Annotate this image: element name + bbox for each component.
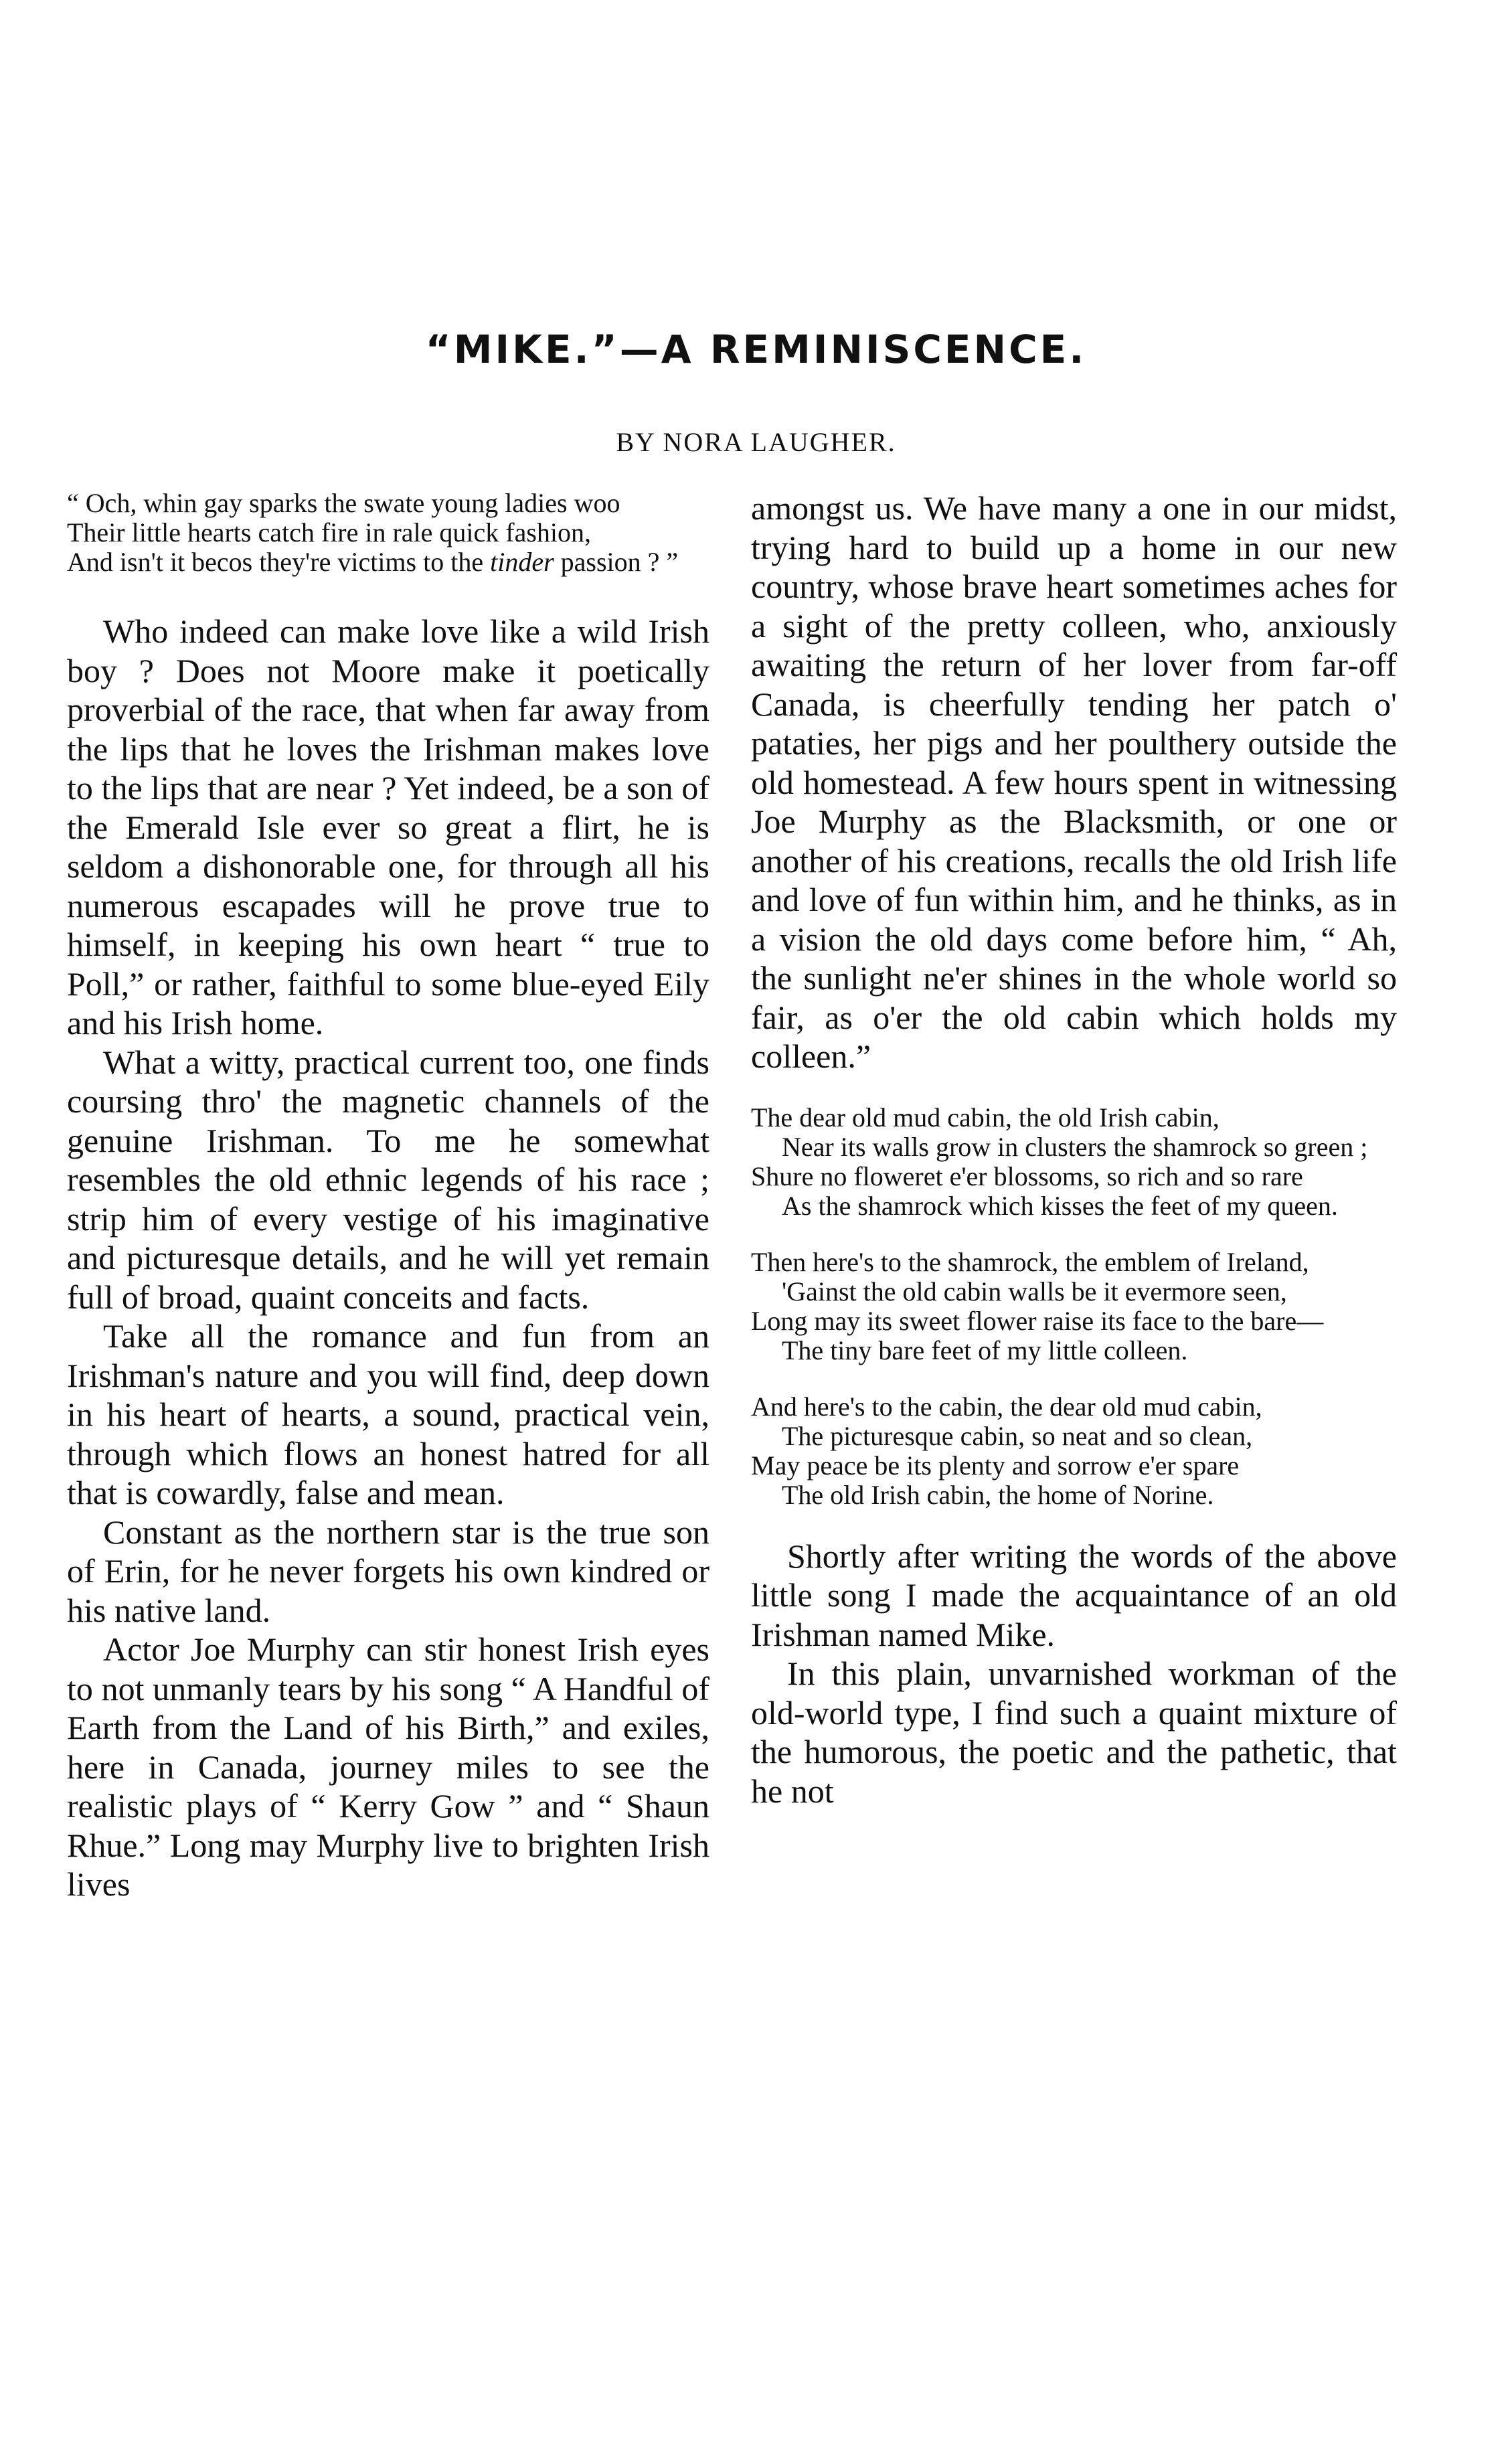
poem-line: The dear old mud cabin, the old Irish cabin, [751,1102,1220,1132]
epigraph-line [67,547,709,577]
poem-line: Then here's to the shamrock, the emblem of Ireland, [751,1246,1309,1277]
poem-line: As the shamrock which kisses the feet of my queen. [782,1190,1338,1221]
epigraph [67,489,709,577]
body-paragraph: Who indeed can make love like a wild Irish boy ? Does not Moore make it poetically proverbial of the race, that when far away from the lips that he loves the Irishman makes love to the lips that are near ? Yet indeed, be a son of the Emerald Isle ever so great a flirt, he is seldom a dishonorable one, for through all his numerous escapades will he prove true to himself, in keeping his own heart “ true to Poll,” or rather, faithful to some blue-eyed Eily and his Irish home. [67,612,709,1041]
epigraph-line: Their little hearts catch fire in rale quick fashion, [67,517,592,547]
poem-stanza [751,1392,1397,1510]
poem-line: The picturesque cabin, so neat and so clean, [782,1420,1253,1451]
poem-line: And here's to the cabin, the dear old mud cabin, [751,1391,1262,1422]
poem-line: 'Gainst the old cabin walls be it evermore seen, [782,1276,1287,1306]
poem-stanza [751,1248,1397,1365]
poem-stanza [751,1103,1397,1221]
article-title: “MIKE.”—A REMINISCENCE. [425,327,1087,372]
body-paragraph: Constant as the northern star is the true son of Erin, for he never forgets his own kindred or his native land. [67,1513,709,1629]
body-paragraph: Shortly after writing the words of the above little song I made the acquaintance of an old Irishman named Mike. [751,1537,1397,1653]
poem-line: May peace be its plenty and sorrow e'er spare [751,1450,1240,1481]
poem-line: The old Irish cabin, the home of Norine. [782,1479,1214,1510]
body-paragraph: What a witty, practical current too, one finds coursing thro' the magnetic channels of the genuine Irishman. To me he somewhat resembles the old ethnic legends of his race ; strip him of every vestige of his imaginative and picturesque details, and he will yet remain full of broad, quaint conceits and facts. [67,1043,709,1316]
left-column [67,489,709,1904]
article-byline: BY NORA LAUGHER. [616,427,896,457]
body-paragraph: amongst us. We have many a one in our midst, trying hard to build up a home in our new country, whose brave heart sometimes aches for a sight of the pretty colleen, who, anxiously awaiting the return of her lover from far-off Canada, is cheerfully tending her patch o' pataties, her pigs and her poulthery outside the old homestead. A few hours spent in witnessing Joe Murphy as the Blacksmith, or one or another of his creations, recalls the old Irish life and love of fun within him, and he thinks, as in a vision the old days come before him, “ Ah, the sunlight ne'er shines in the whole world so fair, as o'er the old cabin which holds my colleen.” [751,489,1397,1075]
poem-line: Near its walls grow in clusters the shamrock so green ; [782,1131,1368,1162]
body-paragraph: Actor Joe Murphy can stir honest Irish eyes to not unmanly tears by his song “ A Handful of Earth from the Land of his Birth,” and exiles, here in Canada, journey miles to see the realistic plays of “ Kerry Gow ” and “ Shaun Rhue.” Long may Murphy live to brighten Irish lives [67,1630,709,1903]
epigraph-line-text: And isn't it becos they're victims to the [67,547,484,577]
epigraph-italic-word: tinder [490,547,554,577]
body-paragraph: Take all the romance and fun from an Irishman's nature and you will find, deep down in his heart of hearts, a sound, practical vein, through which flows an honest hatred for all that is cowardly, false and mean. [67,1317,709,1511]
epigraph-line: “ Och, whin gay sparks the swate young ladies woo [67,488,620,518]
epigraph-line-text: passion ? ” [560,547,679,577]
poem-line: Shure no floweret e'er blossoms, so rich and so rare [751,1161,1303,1191]
body-paragraph: In this plain, unvarnished workman of the old-world type, I find such a quaint mixture of the humorous, the poetic and the pathetic, that he not [751,1655,1397,1810]
right-column [751,489,1397,1810]
poem-line: Long may its sweet flower raise its face to the bare— [751,1305,1324,1336]
poem-line: The tiny bare feet of my little colleen. [782,1335,1188,1365]
